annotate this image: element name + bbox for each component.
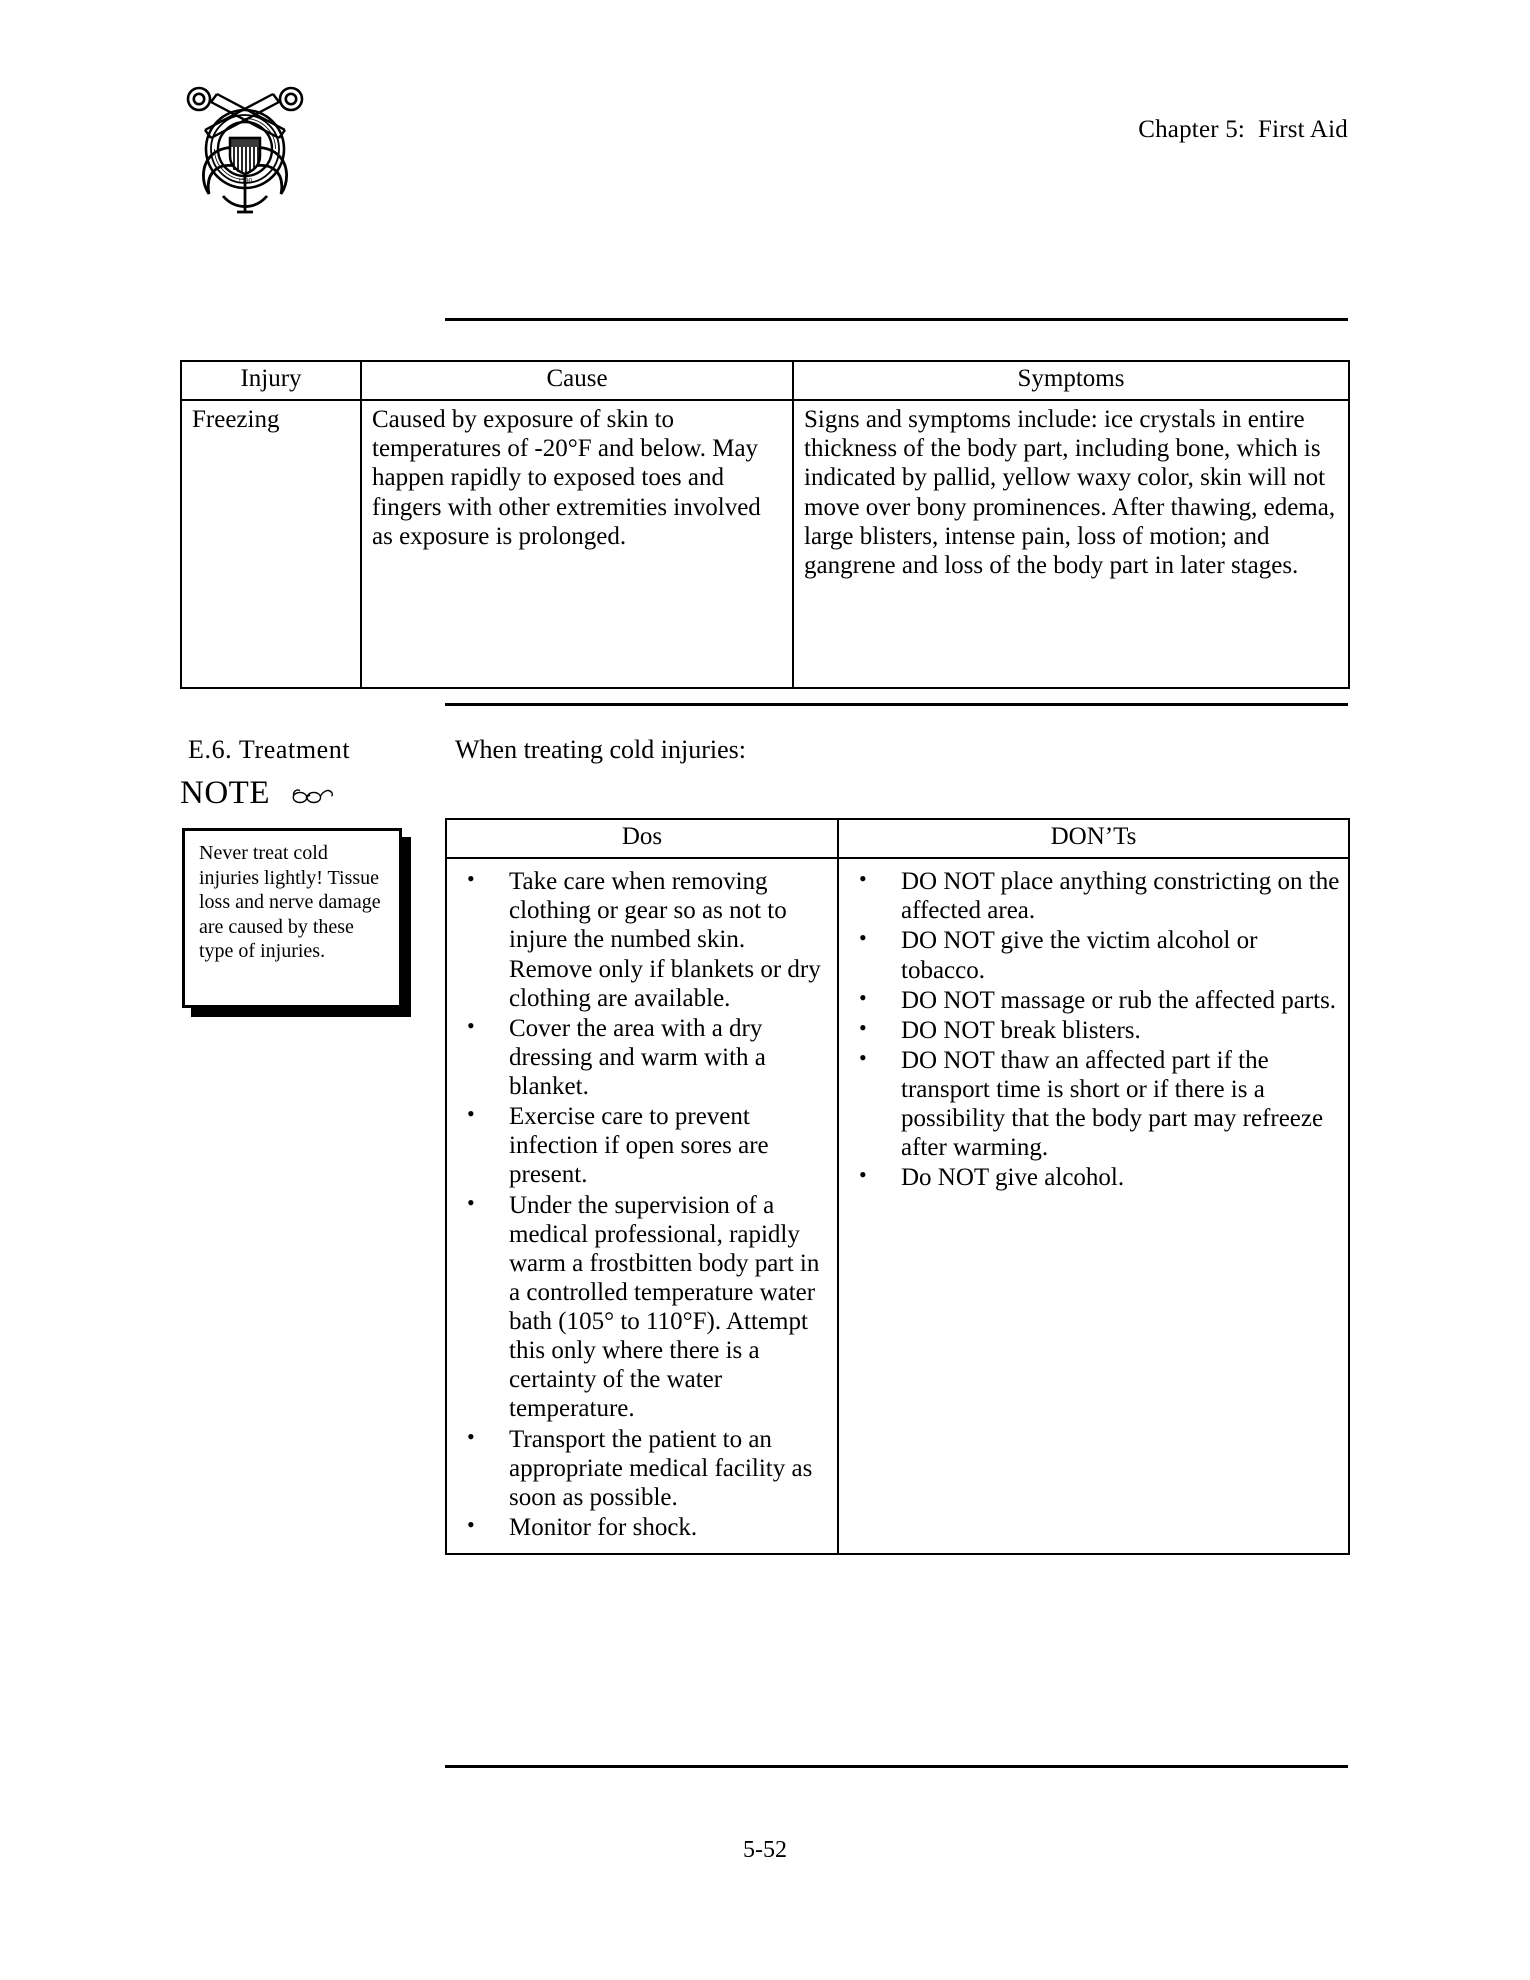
dos-list: [453, 867, 831, 1542]
column-header-dos: Dos: [446, 819, 838, 858]
cell-cause: Caused by exposure of skin to temperatures of -20°F and below. May happen rapidly to exposed toes and fingers with other extremities involved as exposure is prolonged.: [361, 400, 793, 688]
cell-donts: [838, 858, 1349, 1554]
spectacles-icon: [291, 777, 335, 814]
list-item: • Cover the area with a dry dressing and warm with a blanket.: [453, 1014, 831, 1101]
list-item: • DO NOT massage or rub the affected parts.: [845, 986, 1342, 1015]
note-callout: [182, 828, 402, 1008]
cell-dos: [446, 858, 838, 1554]
list-item: • Take care when removing clothing or gear so as not to injure the numbed skin. Remove only if blankets or dry clothing are available.: [453, 867, 831, 1013]
column-header-cause: Cause: [361, 361, 793, 400]
list-item: • DO NOT break blisters.: [845, 1016, 1342, 1045]
chapter-title: Chapter 5: First Aid: [1138, 116, 1348, 143]
list-item: • Monitor for shock.: [453, 1513, 831, 1542]
horizontal-rule-top: [445, 318, 1348, 321]
list-item: • DO NOT place anything constricting on the affected area.: [845, 867, 1342, 925]
column-header-symptoms: Symptoms: [793, 361, 1349, 400]
table-row: [446, 858, 1349, 1554]
list-item: • DO NOT thaw an affected part if the transport time is short or if there is a possibility that the body part may refreeze after warming.: [845, 1046, 1342, 1163]
note-text: Never treat cold injuries lightly! Tissue loss and nerve damage are caused by these type of injuries.: [199, 842, 381, 963]
page-header: [0, 0, 1530, 230]
donts-list: [845, 867, 1342, 1192]
note-heading-label: NOTE: [180, 775, 270, 811]
list-item: • Under the supervision of a medical professional, rapidly warm a frostbitten body part in a controlled temperature water bath (105° to 110°F). Attempt this only where there is a certainty of the water temperature.: [453, 1191, 831, 1424]
injury-cause-symptoms-table: [180, 360, 1350, 689]
table-row: [181, 400, 1349, 688]
column-header-injury: Injury: [181, 361, 361, 400]
cell-injury: Freezing: [181, 400, 361, 688]
list-item: • Transport the patient to an appropriate medical facility as soon as possible.: [453, 1425, 831, 1512]
column-header-donts: DON’Ts: [838, 819, 1349, 858]
dos-donts-table: [445, 818, 1350, 1555]
note-heading: [180, 775, 335, 814]
table-header-row: [181, 361, 1349, 400]
cell-symptoms: Signs and symptoms include: ice crystals in entire thickness of the body part, including bone, which is indicated by pallid, yellow waxy color, skin will not move over bony prominences. After thawing, edema, large blisters, intense pain, loss of motion; and gangrene and loss of the body part in later stages.: [793, 400, 1349, 688]
list-item: • Do NOT give alcohol.: [845, 1163, 1342, 1192]
table-header-row: [446, 819, 1349, 858]
seal-year-text: 1790: [238, 177, 252, 185]
uscg-seal-icon: [175, 78, 315, 218]
note-box: [182, 828, 402, 1008]
section-label-treatment: E.6. Treatment: [188, 735, 351, 764]
section-intro-text: When treating cold injuries:: [455, 735, 746, 764]
horizontal-rule-bottom: [445, 1765, 1348, 1768]
list-item: • Exercise care to prevent infection if open sores are present.: [453, 1102, 831, 1189]
page-number: 5-52: [743, 1837, 787, 1863]
list-item: • DO NOT give the victim alcohol or tobacco.: [845, 926, 1342, 984]
horizontal-rule-middle: [445, 703, 1348, 706]
